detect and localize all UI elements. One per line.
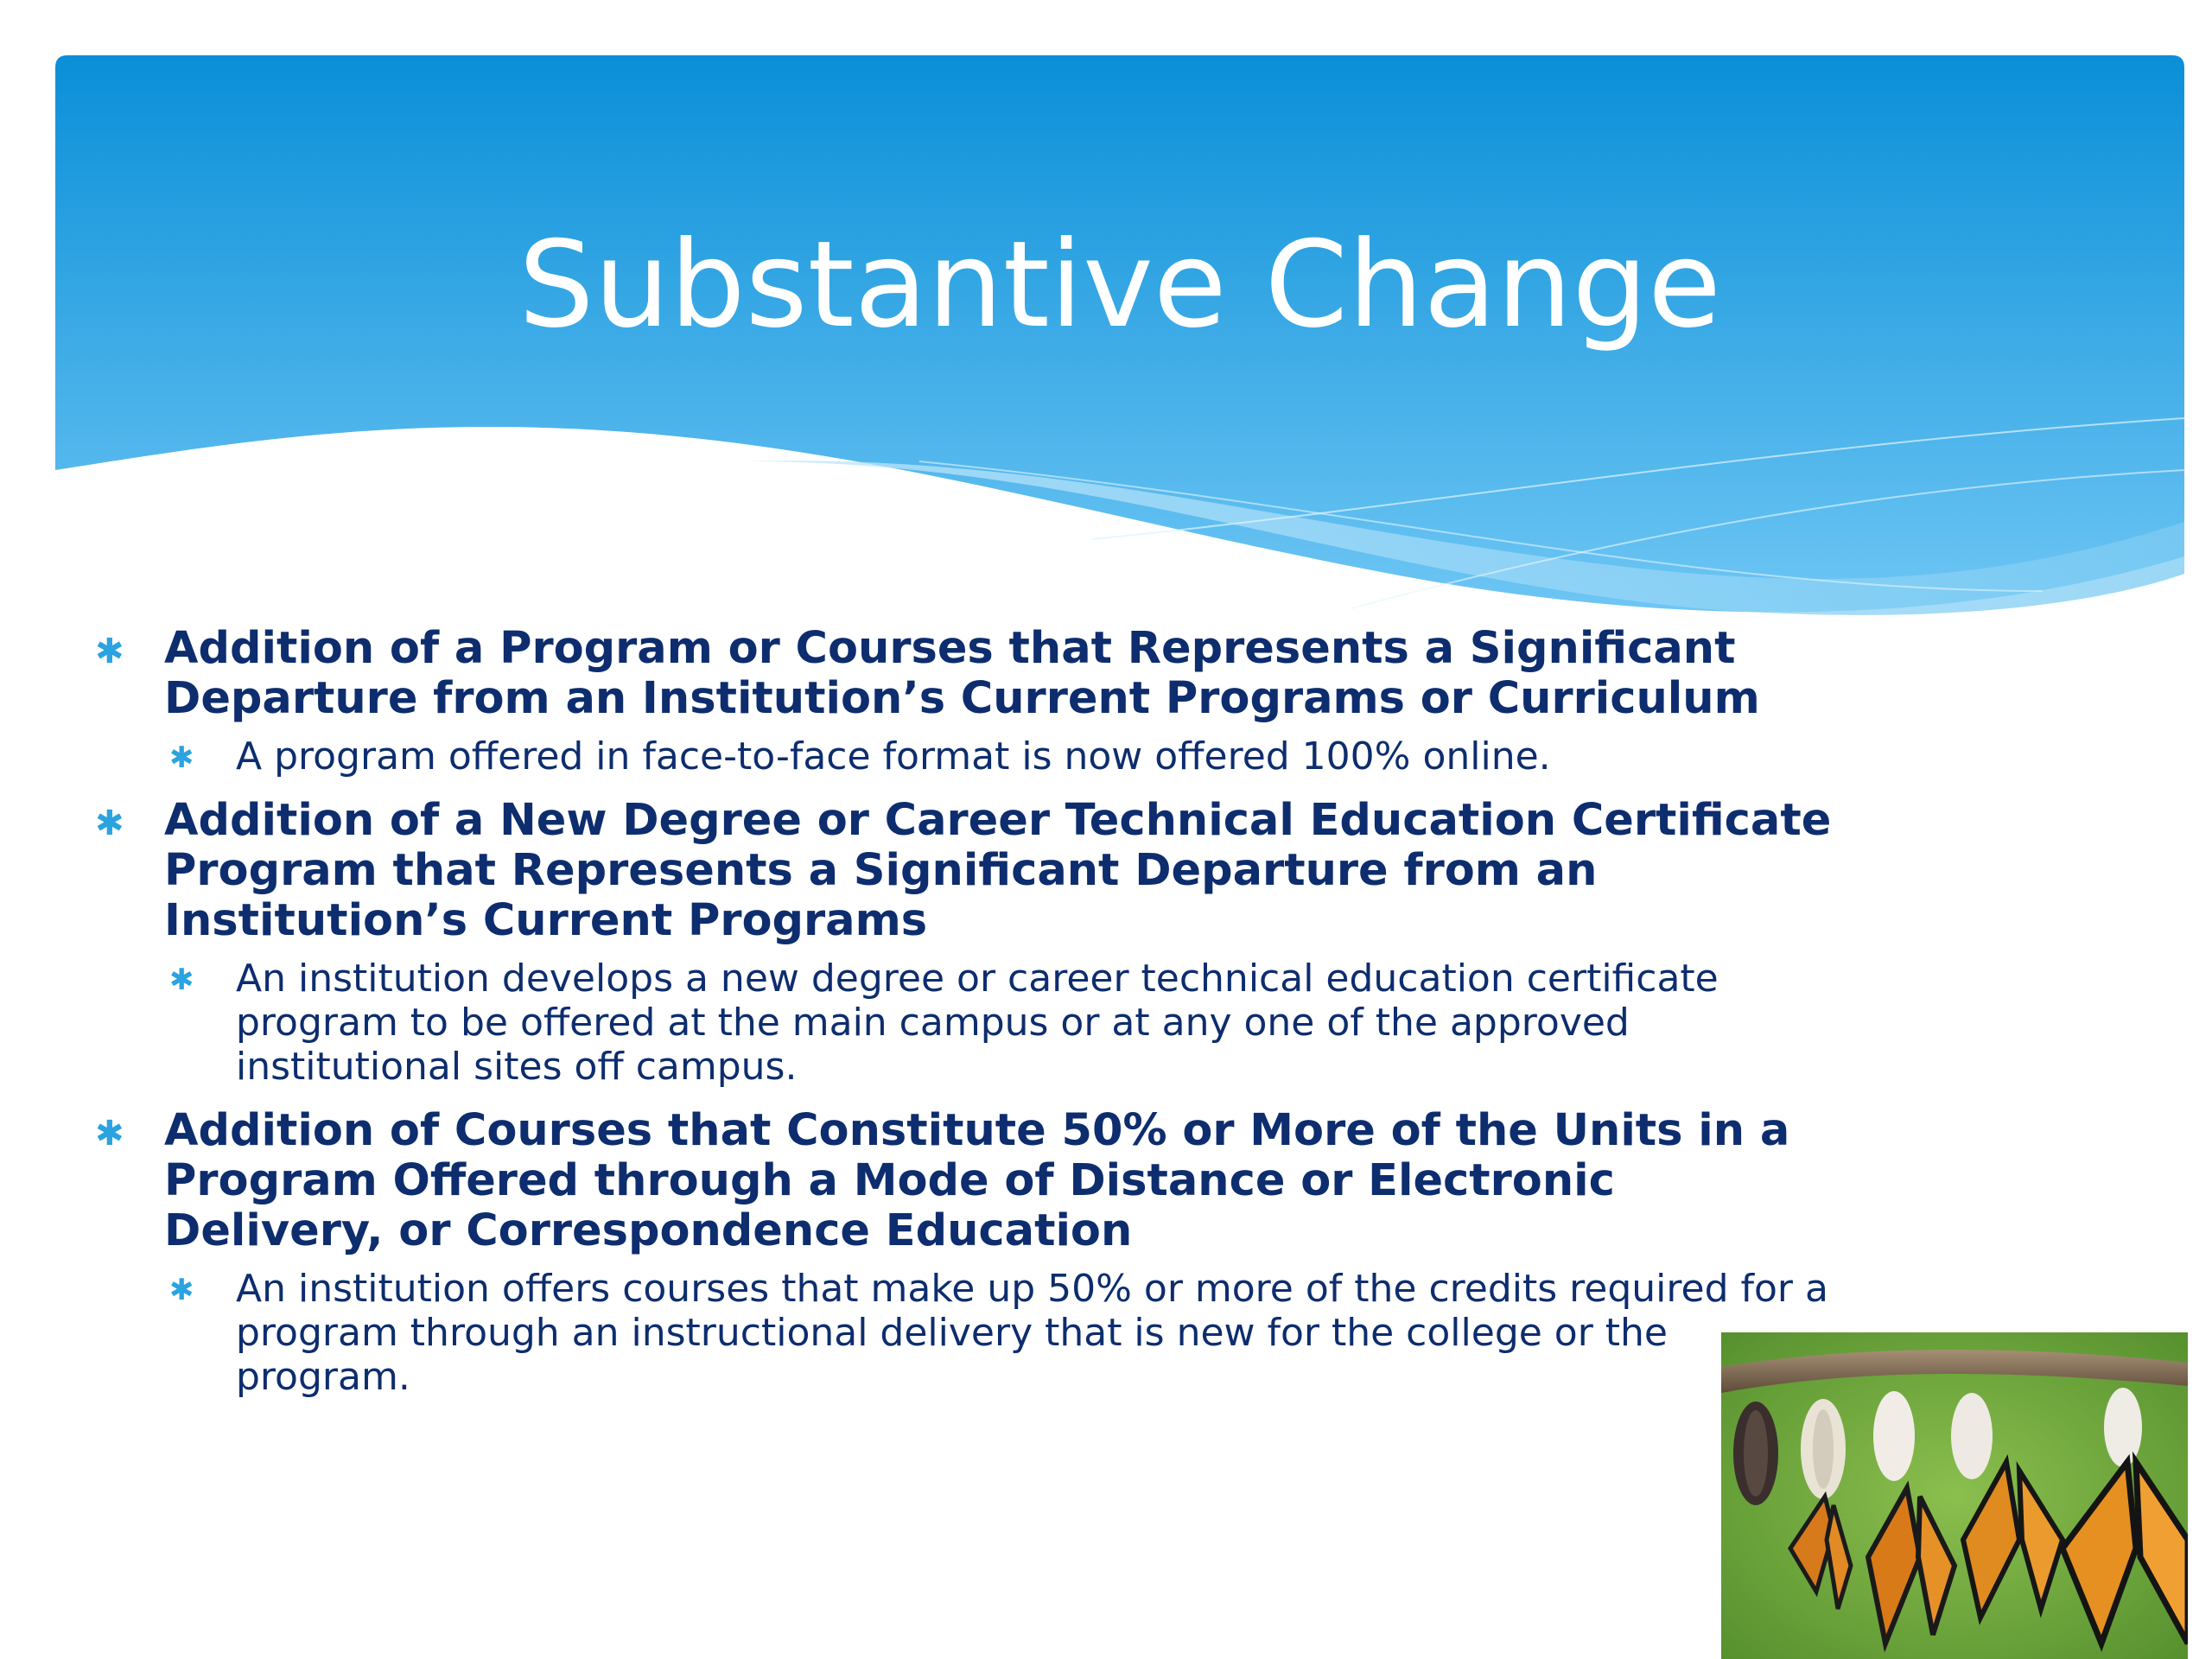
bullet-heading: Addition of Courses that Constitute 50% or More of the Units in a Program Offered through a Mode of Distance or Electronic Delivery, or Correspondence Education [164, 1105, 1790, 1256]
slide-title: Substantive Change [518, 215, 1721, 354]
sub-bullet-item-3 [95, 1267, 1849, 1399]
bullet-item-2 [95, 796, 1849, 946]
asterisk-bullet-icon: ✱ [169, 741, 194, 775]
bullet-list [95, 624, 1849, 1416]
butterflies-emerging-photo [1721, 1332, 2188, 1659]
bullet-detail: An institution develops a new degree or career technical education certificate program to be offered at the main campus or at any one of the approved institutional sites off campus. [236, 957, 1719, 1089]
asterisk-bullet-icon: ✱ [169, 1273, 194, 1307]
bullet-heading: Addition of a New Degree or Career Technical Education Certificate Program that Represents a Significant Departure from an Institution’s Current Programs [164, 795, 1832, 946]
bullet-heading: Addition of a Program or Courses that Represents a Significant Departure from an Institution’s Current Programs or Curriculum [164, 623, 1760, 724]
bullet-detail: A program offered in face-to-face format is now offered 100% online. [236, 734, 1551, 779]
asterisk-bullet-icon: ✱ [95, 1114, 124, 1154]
asterisk-bullet-icon: ✱ [95, 632, 124, 671]
sub-bullet-item-1 [95, 734, 1849, 779]
bullet-item-3 [95, 1106, 1849, 1256]
asterisk-bullet-icon: ✱ [169, 963, 194, 997]
asterisk-bullet-icon: ✱ [95, 804, 124, 843]
sub-bullet-item-2 [95, 957, 1849, 1089]
bullet-detail: An institution offers courses that make up 50% or more of the credits required for a program through an instructional delivery that is new for the college or the program. [236, 1267, 1828, 1399]
header-banner [55, 55, 2184, 626]
bullet-item-1 [95, 624, 1849, 724]
butterfly-illustration [1721, 1332, 2188, 1659]
